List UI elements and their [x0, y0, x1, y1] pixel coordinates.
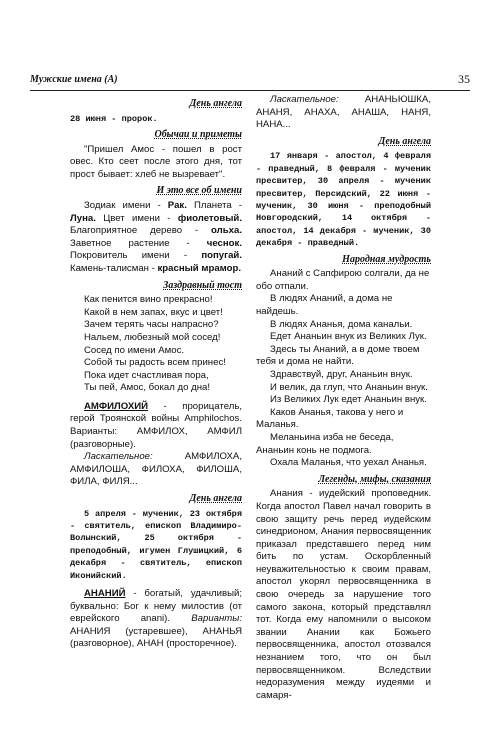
ananiy-text: - богатый, удачливый; буквально: Бог к нему милостив (от еврейского anani).	[70, 588, 242, 625]
proverb: Из Великих Лук едет Ананьин внук.	[270, 394, 427, 406]
name-attributes	[70, 200, 242, 276]
den-angela-heading-2: День ангела	[189, 493, 242, 505]
running-header	[30, 74, 470, 88]
plant-label: Заветное растение -	[70, 237, 207, 249]
proverb: Едет Ананьин внук из Великих Лук.	[270, 331, 427, 343]
obychai-heading: Обычаи и приметы	[154, 129, 242, 140]
planet-label: Планета -	[186, 199, 242, 211]
toast-line: Зачем терять часы напрасно?	[84, 319, 219, 331]
amfiloh-name: АМФИЛОХИЙ	[84, 400, 149, 412]
proverb: Меланьина изба не беседа, Ананьин конь не подмога.	[256, 431, 394, 456]
header-rule	[30, 90, 470, 91]
ananiy-lask-label: Ласкательное:	[270, 94, 339, 105]
running-title: Мужские имена (А)	[30, 74, 118, 85]
ananiy-lask	[256, 94, 431, 132]
toast-line: Сосед по имени Амос.	[84, 344, 185, 356]
toast-line: Собой ты радость всем принес!	[84, 357, 226, 369]
obychai-text: "Пришел Амос - пошел в рост овес. Кто сеет после этого дня, тот прост бывает: хлеб не вызревает".	[70, 143, 242, 180]
toast-line: Нальем, любезный мой сосед!	[84, 331, 221, 343]
toast-heading: Заздравный тост	[163, 279, 242, 291]
color-label: Цвет имени -	[103, 212, 178, 224]
zodiac-value: Рак.	[167, 199, 187, 211]
ananiy-lask-text: АНАНЬЮШКА, АНАНЯ, АНАХА, АНАША, НАНЯ, НАНА...	[256, 94, 431, 131]
planet-value: Луна.	[70, 212, 96, 224]
amfiloh-entry	[70, 401, 242, 451]
den-angela-text-1: 28 июня - пророк.	[70, 113, 158, 124]
stone-value: красный мрамор.	[157, 262, 242, 274]
proverb: Здравствуй, друг, Ананьин внук.	[270, 368, 413, 380]
amfiloh-lask-label: Ласкательное:	[84, 451, 153, 463]
den-angela-text-2: 5 апреля - мученик, 23 октября - святитель, епископ Владимиро-Волынский, 25 октября - преподобный, игумен Глушицкий, 6 декабря - святитель, епископ Иконийский.	[70, 508, 242, 581]
color-value: фиолетовый.	[177, 212, 242, 224]
proverb: Ананий с Сапфирою солгали, да не обо отпали.	[256, 268, 430, 292]
patron-label: Покровитель имени -	[70, 250, 202, 262]
toast-line: Какой в нем запах, вкус и цвет!	[84, 306, 223, 318]
den-angela-heading-3: День ангела	[378, 135, 431, 147]
toast-line: Ты пей, Амос, бокал до дна!	[84, 382, 211, 394]
proverb: Здесь ты Ананий, а в доме твоем тебя и дома не найти.	[256, 343, 420, 368]
left-column	[70, 94, 242, 651]
narod-heading: Народная мудрость	[342, 253, 431, 265]
proverb: И велик, да глуп, что Ананьин внук.	[270, 381, 428, 393]
legend-heading: Легенды, мифы, сказания	[318, 473, 431, 485]
amfiloh-lask-text: АМФИЛОХА, АМФИЛОША, ФИЛОХА, ФИЛОША, ФИЛА, ФИЛЯ...	[70, 451, 242, 488]
amfiloh-text: - прорицатель, герой Троянской войны Amphilochos. Варианты: АМФИЛОХ, АМФИЛ (разговорные).	[70, 400, 242, 450]
den-angela-heading-1: День ангела	[189, 98, 242, 109]
zodiac-label: Зодиак имени -	[84, 199, 168, 211]
ananiy-name: АНАНИЙ	[84, 588, 126, 600]
toast-line: Как пенится вино прекрасно!	[84, 294, 213, 306]
ananiy-entry	[70, 588, 242, 651]
stone-label: Камень-талисман -	[70, 262, 158, 274]
legend-text: Анания - иудейский проповедник. Когда апостол Павел начал говорить в свою защиту речь перед иудейским синедрионом, Анания первосвященник приказал представшего перед ним бить по устам. Оскорбленный неуважительностью к своим правам, апостол укорял первосвященника в свою очередь за нарушение того самого закона, который представлял тот. Когда ему напомнили о высоком звании Анании как Божьего первосвященника, апостол отозвался незнанием того, что он был первосвященником. Вследствии недоразумения между иудеями и самаря-	[256, 488, 431, 701]
toast-line: Пока идет счастливая пора,	[84, 369, 209, 381]
proverb: В людях Ананья, дома канальи.	[270, 318, 413, 330]
ananiy-var-label: Варианты:	[191, 613, 242, 625]
proverbs	[256, 268, 431, 470]
tree-label: Благоприятное дерево -	[70, 225, 212, 237]
tree-value: ольха.	[211, 225, 242, 237]
toast-poem	[70, 294, 242, 395]
proverb: Каков Ананья, такова у него и Маланья.	[256, 406, 404, 431]
amfiloh-lask	[70, 451, 242, 489]
ananiy-var-text: АНАНИЯ (устаревшее), АНАНЬЯ (разговорное), АНАН (просторечное).	[70, 625, 242, 650]
patron-value: попугай.	[201, 250, 242, 262]
i-eto-heading: И это все об имени	[156, 185, 242, 197]
page-number: 35	[458, 72, 470, 86]
plant-value: чеснок.	[206, 237, 242, 249]
proverb: Охала Маланья, что уехал Ананья.	[270, 457, 427, 469]
right-column	[256, 94, 431, 702]
proverb: В людях Ананий, а дома не найдешь.	[256, 293, 393, 317]
den-angela-text-3: 17 января - апостол, 4 февраля - праведный, 8 февраля - мученик пресвитер, 30 апреля - мученик пресвитер, Персидский, 22 июня - мученик, 30 июня - преподобный Новгородский, 14 октября - апостол, 14 декабря - мученик, 30 декабря - праведный.	[256, 151, 431, 249]
